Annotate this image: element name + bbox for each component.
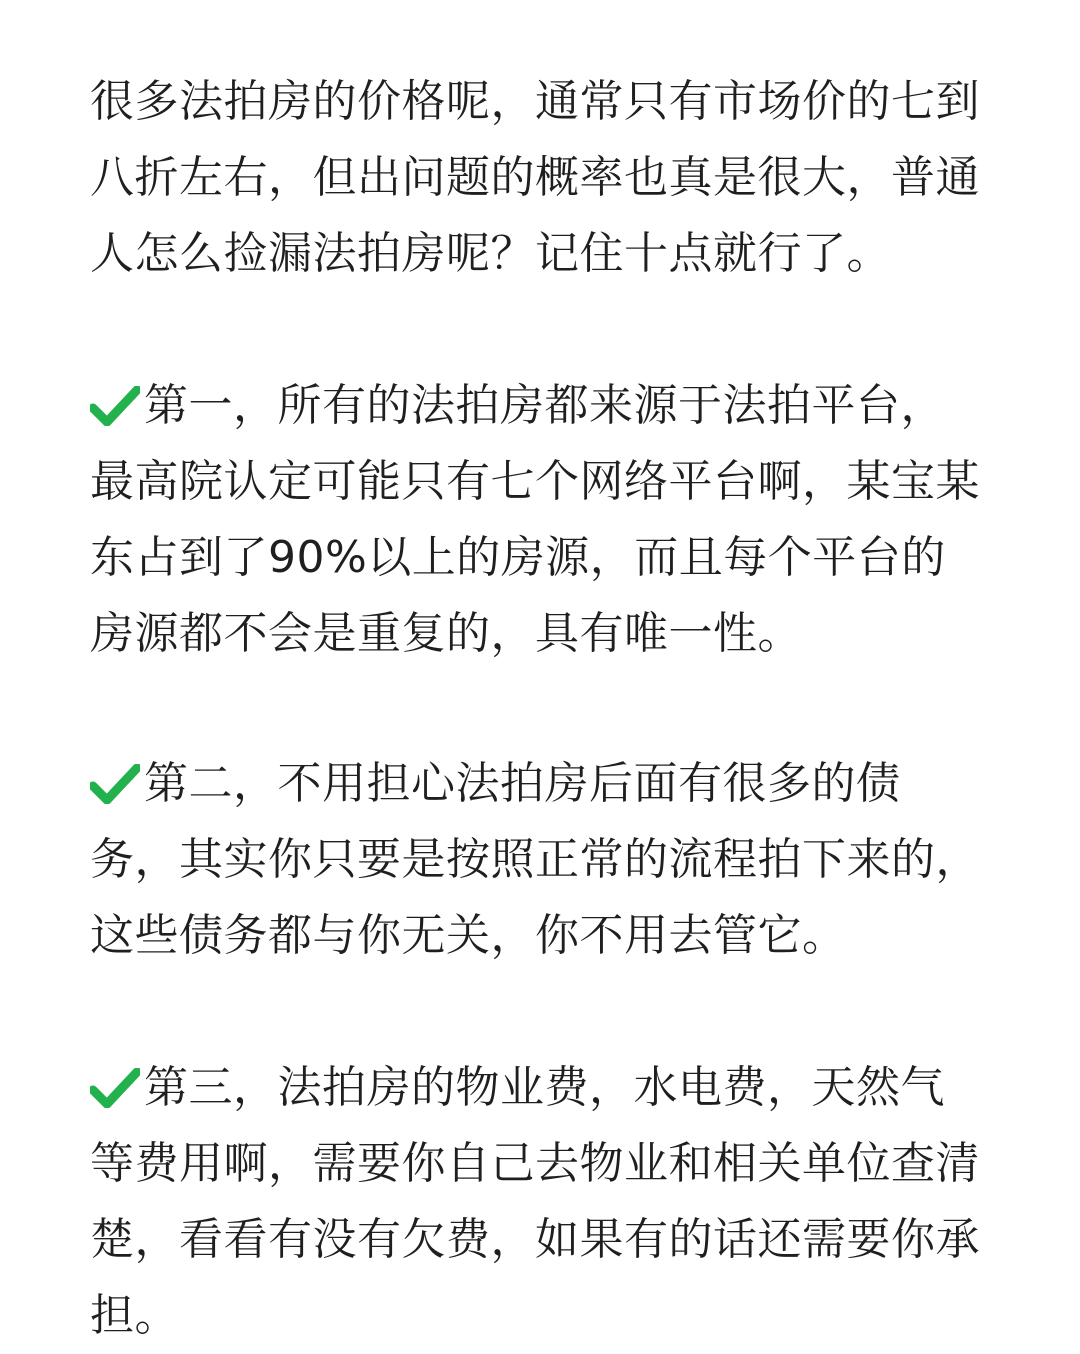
line-text: 最高院认定可能只有七个网络平台啊，某宝某 xyxy=(90,456,980,507)
paragraph-line xyxy=(90,746,1010,822)
line-text: 担。 xyxy=(90,1290,179,1341)
green-checkmark-icon xyxy=(90,368,144,444)
paragraph-line xyxy=(90,822,1010,898)
paragraph-line xyxy=(90,216,1010,292)
paragraph-line xyxy=(90,1050,1010,1126)
line-text: 楚，看看有没有欠费，如果有的话还需要你承 xyxy=(90,1214,980,1265)
paragraph-line xyxy=(90,368,1010,444)
line-text: 第二，不用担心法拍房后面有很多的债 xyxy=(144,758,901,809)
paragraph-line xyxy=(90,64,1010,140)
paragraph-line xyxy=(90,140,1010,216)
line-text: 务，其实你只要是按照正常的流程拍下来的， xyxy=(90,834,980,885)
green-checkmark-icon xyxy=(90,746,144,822)
paragraph-line xyxy=(90,1202,1010,1278)
line-text: 这些债务都与你无关，你不用去管它。 xyxy=(90,910,847,961)
line-text: 等费用啊，需要你自己去物业和相关单位查清 xyxy=(90,1138,980,1189)
paragraph-line xyxy=(90,444,1010,520)
green-checkmark-icon xyxy=(90,1050,144,1126)
paragraph-line xyxy=(90,596,1010,672)
paragraph-line xyxy=(90,898,1010,974)
line-text: 房源都不会是重复的，具有唯一性。 xyxy=(90,608,802,659)
paragraph-line xyxy=(90,1126,1010,1202)
line-text: 八折左右，但出问题的概率也真是很大，普通 xyxy=(90,152,980,203)
line-text: 东占到了90%以上的房源，而且每个平台的 xyxy=(90,532,946,583)
line-text: 第三，法拍房的物业费，水电费，天然气 xyxy=(144,1062,945,1113)
paragraph-line xyxy=(90,520,1010,596)
line-text: 第一，所有的法拍房都来源于法拍平台， xyxy=(144,380,945,431)
line-text: 人怎么捡漏法拍房呢？记住十点就行了。 xyxy=(90,228,891,279)
line-text: 很多法拍房的价格呢，通常只有市场价的七到 xyxy=(90,76,980,127)
paragraph-line xyxy=(90,1278,1010,1354)
